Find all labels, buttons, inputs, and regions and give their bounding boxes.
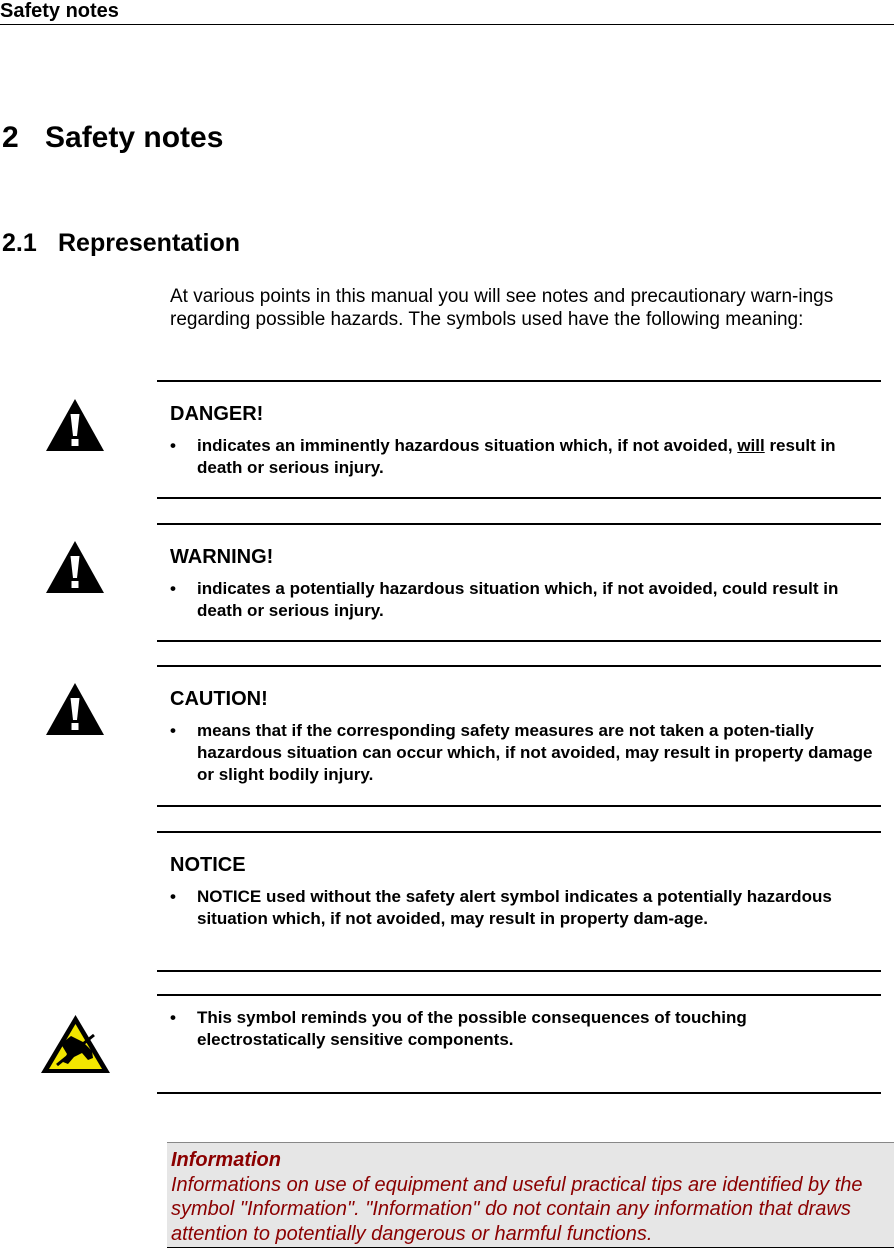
- danger-bullet: [170, 435, 875, 479]
- caution-note: [157, 665, 881, 807]
- bullet-dot: •: [170, 887, 176, 906]
- notice-bullet: [170, 886, 875, 930]
- warning-triangle-icon: [44, 539, 106, 595]
- notice-note: [157, 831, 881, 972]
- chapter-title: Safety notes: [45, 121, 224, 154]
- bullet-dot: •: [170, 436, 176, 455]
- chapter-number: 2: [2, 121, 19, 154]
- warning-title: WARNING!: [170, 546, 274, 568]
- bullet-dot: •: [170, 721, 176, 740]
- warning-note: [157, 523, 881, 642]
- danger-text-end: result in death or serious injury.: [197, 436, 836, 477]
- warning-text: indicates a potentially hazardous situation which, if not avoided, could result in death or serious injury.: [197, 579, 839, 620]
- bullet-dot: •: [170, 579, 176, 598]
- running-header: [0, 0, 894, 25]
- chapter-heading: [2, 120, 223, 156]
- information-title: Information: [171, 1149, 281, 1171]
- danger-emphasis: will: [737, 436, 765, 455]
- section-number: 2.1: [2, 229, 37, 257]
- esd-note: [157, 994, 881, 1094]
- warning-triangle-icon: [44, 681, 106, 737]
- warning-bullet: [170, 578, 875, 622]
- section-title: Representation: [58, 229, 240, 257]
- information-box: [167, 1142, 894, 1248]
- notice-text: NOTICE used without the safety alert symbol indicates a potentially hazardous situation which, if not avoided, may result in property dam-age.: [197, 887, 832, 928]
- danger-note: [157, 380, 881, 499]
- section-heading: [2, 228, 240, 258]
- caution-title: CAUTION!: [170, 688, 268, 710]
- danger-text-start: indicates an imminently hazardous situation which, if not avoided,: [197, 436, 738, 455]
- running-header-title: Safety notes: [0, 0, 119, 22]
- caution-text: means that if the corresponding safety measures are not taken a poten-tially hazardous situation can occur which, if not avoided, may result in property damage or slight bodily injury.: [197, 721, 873, 784]
- information-text: Informations on use of equipment and useful practical tips are identified by the symbol "Information". "Information" do not contain any information that draws attention to potentially dangerous or harmful functions.: [171, 1173, 863, 1245]
- caution-bullet: [170, 720, 875, 786]
- bullet-dot: •: [170, 1008, 176, 1027]
- intro-paragraph: At various points in this manual you will see notes and precautionary warn-ings regarding possible hazards. The symbols used have the following meaning:: [170, 286, 834, 330]
- warning-triangle-icon: [44, 397, 106, 453]
- esd-bullet: [170, 1007, 875, 1051]
- danger-title: DANGER!: [170, 403, 264, 425]
- esd-text: This symbol reminds you of the possible consequences of touching electrostatically sensitive components.: [197, 1008, 747, 1049]
- esd-warning-icon: [39, 1013, 112, 1075]
- notice-title: NOTICE: [170, 854, 246, 876]
